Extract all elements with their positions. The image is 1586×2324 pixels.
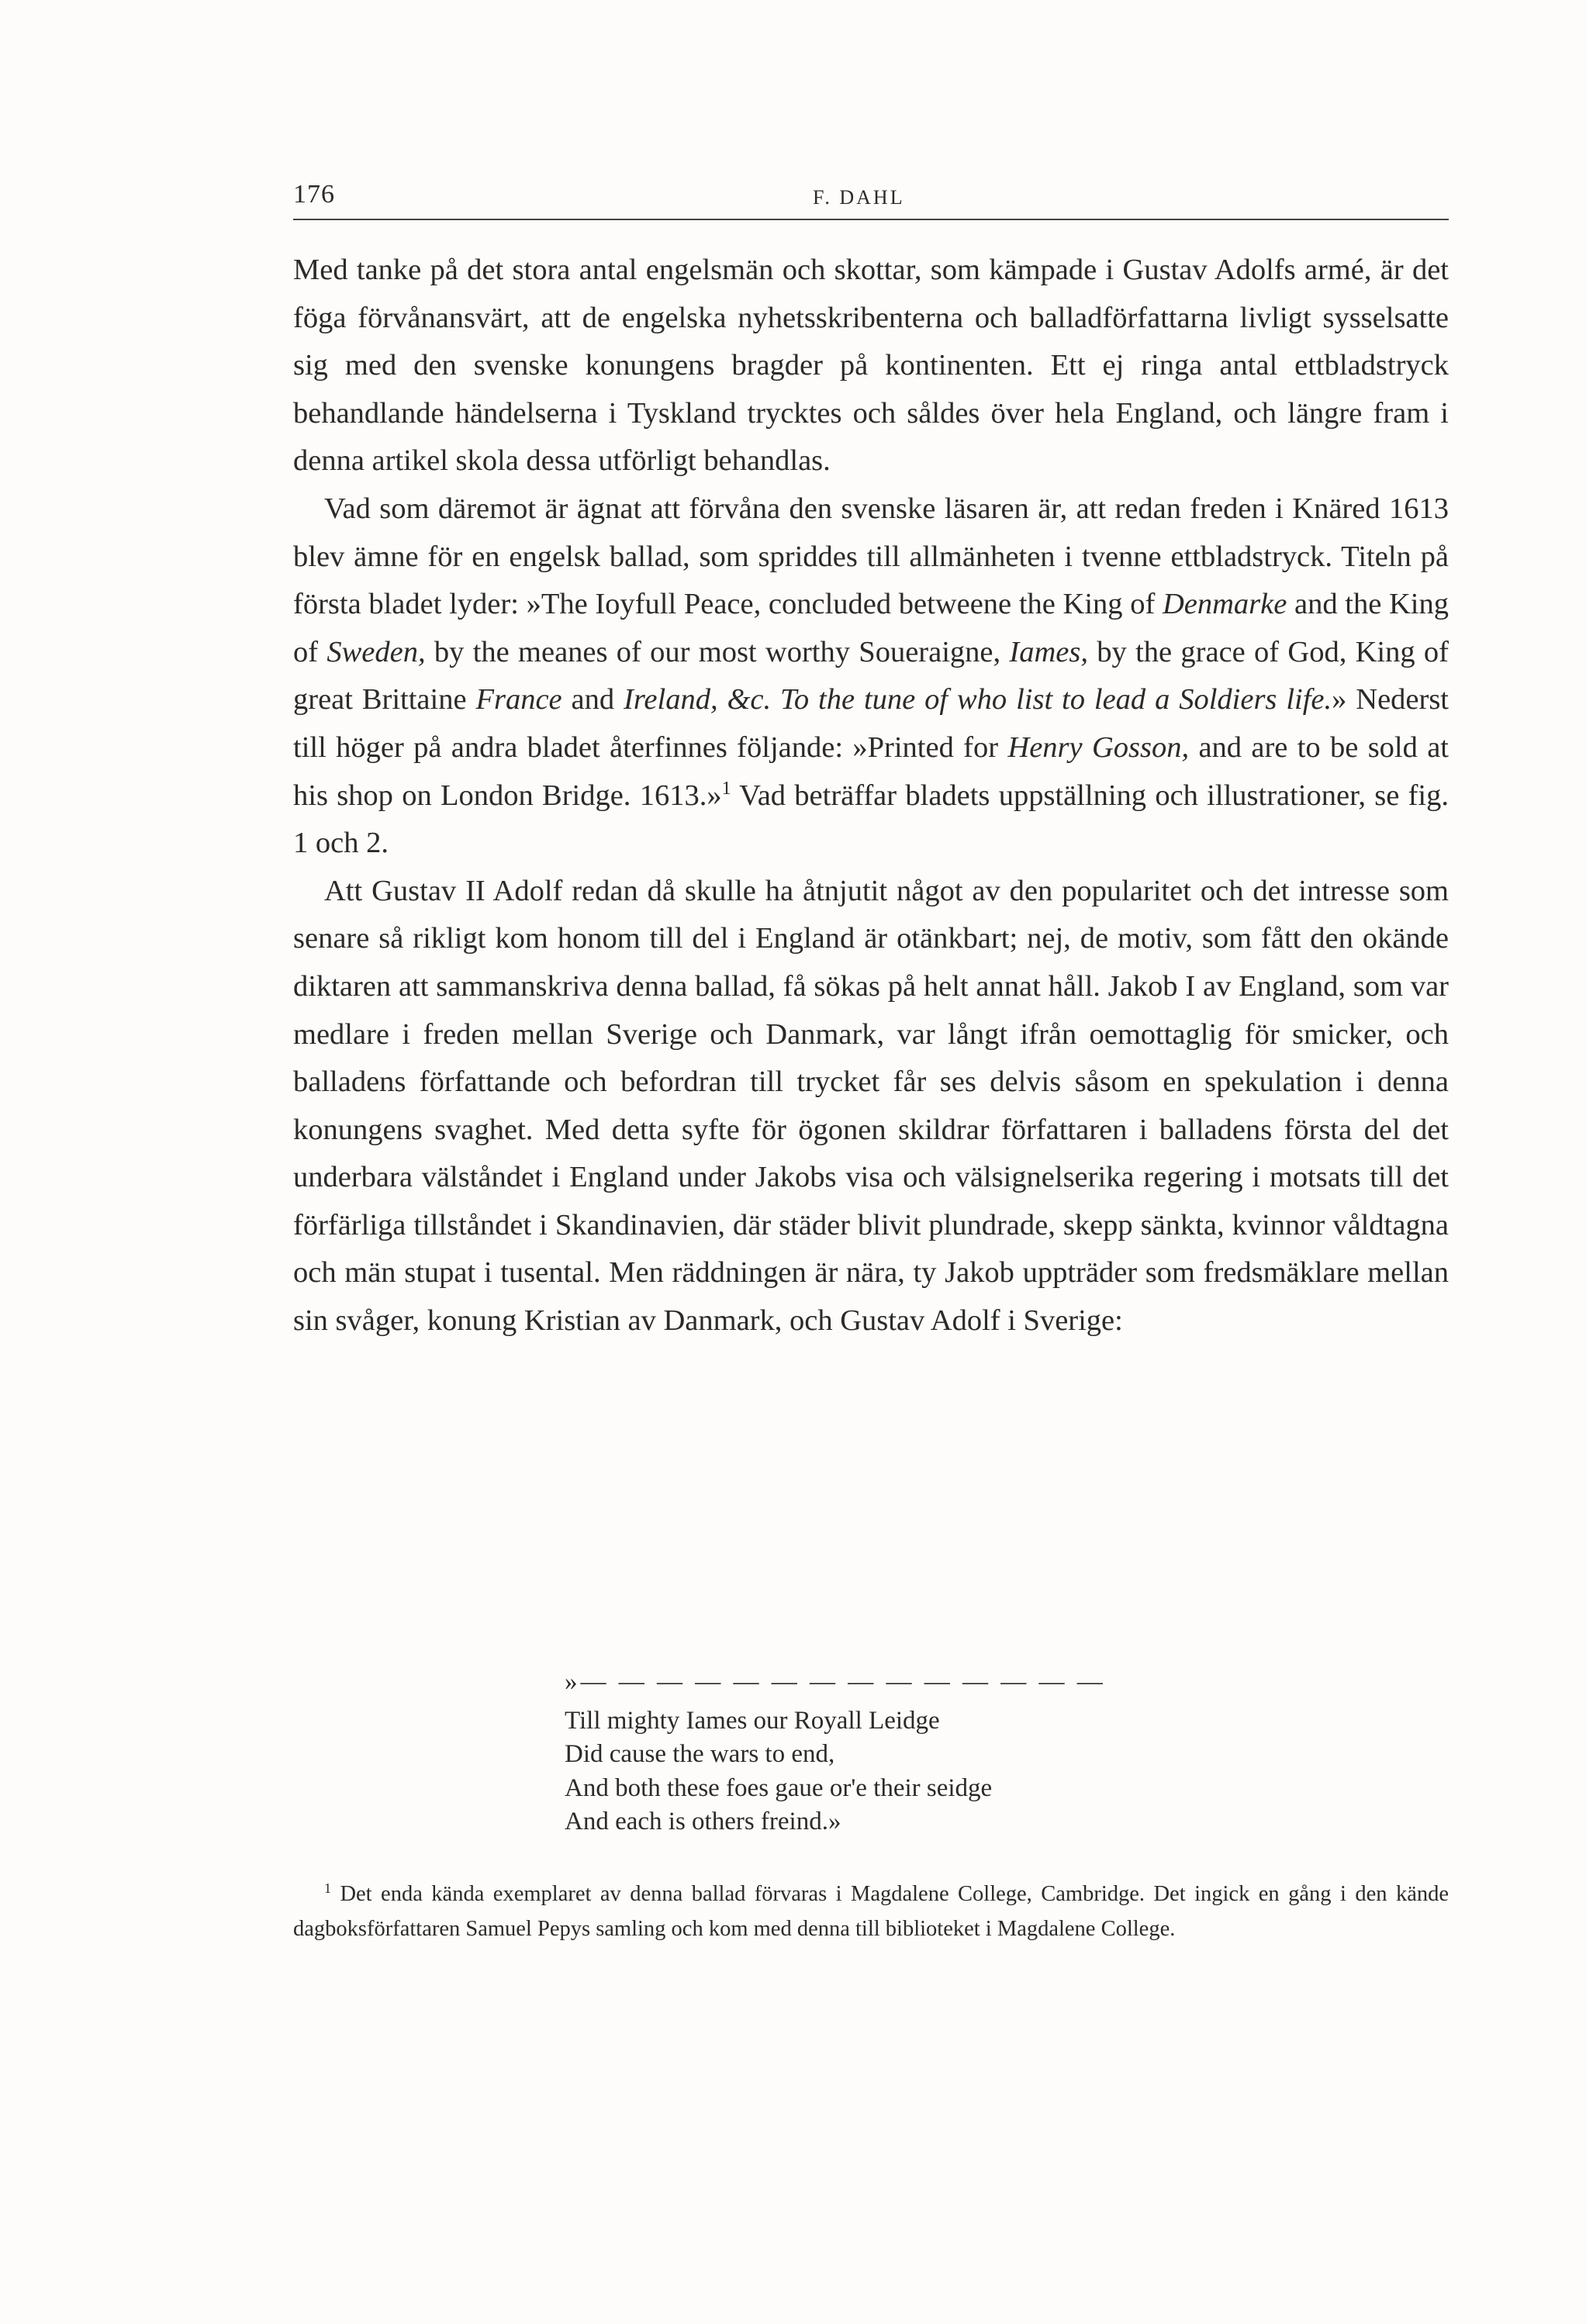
footnote — [293, 1877, 1449, 1946]
italic-denmarke: Denmarke — [1162, 588, 1287, 621]
verse-quote — [565, 1666, 1263, 1839]
footnote-marker: 1 — [324, 1880, 331, 1896]
page-number: 176 — [293, 180, 335, 209]
paragraph-1: Med tanke på det stora antal engelsmän och skottar, som kämpade i Gustav Adolfs armé, är det föga förvånansvärt, att de engelska nyhetsskribenterna och balladförfattarna livligt sysselsatte sig med den svenske konungens bragder på kontinenten. Ett ej ringa antal ettbladstryck behandlande händelserna i Tyskland trycktes och såldes över hela England, och längre fram i denna artikel skola dessa utförligt behandlas. — [293, 254, 1449, 478]
footnote-text: $^1$ Det enda kända exemplaret av denna ballad förvaras i Magdalene College, Cambridge. Det ingick en gång i den kände dagboksförfattaren Samuel Pepys samling och kom med denna till biblioteket i Magdalene College. — [293, 1880, 1449, 1941]
verse-line: Till mighty Iames our Royall Leidge — [565, 1706, 940, 1735]
verse-line: And both these foes gaue or'e their seidge — [565, 1773, 993, 1802]
running-head: F. DAHL — [813, 186, 905, 209]
verse-opening-dashes: »— — — — — — — — — — — — — — — [565, 1668, 1106, 1696]
italic-ireland-tune: Ireland, &c. To the tune of who list to lead a Soldiers life. — [624, 683, 1332, 717]
page-header — [293, 180, 1449, 220]
italic-sweden: Sweden, — [327, 635, 426, 668]
paragraph-2: Vad som däremot är ägnat att förvåna den svenske läsaren är, att redan freden i Knäred 1613 blev ämne för en engelsk ballad, som spriddes till allmänheten i tvenne ettbladstryck. Titeln på första bladet lyder: »The Ioyfull Peace, concluded betweene the King of Denmarke and the King of Sweden, by the meanes of our most worthy Soueraigne, Iames, by the grace of God, King of great Brittaine France and Ireland, &c. To the tune of who list to lead a Soldiers life.» Nederst till höger på andra bladet återfinnes följande: »Printed for Henry Gosson, and are to be sold at his shop on London Bridge. 1613.»$^1$ Vad beträffar bladets uppställning och illustrationer, se fig. 1 och 2. — [293, 492, 1450, 860]
italic-iames: Iames, — [1009, 635, 1088, 668]
verse-line: And each is others freind.» — [565, 1808, 841, 1835]
verse-line: Did cause the wars to end, — [565, 1740, 835, 1768]
italic-henry-gosson: Henry Gosson, — [1007, 730, 1190, 764]
footnote-reference: 1 — [721, 778, 731, 799]
paragraph-3: Att Gustav II Adolf redan då skulle ha åtnjutit något av den popularitet och det intresse som senare så rikligt kom honom till del i England är otänkbart; nej, de motiv, som fått den okände diktaren att sammanskriva denna ballad, få sökas på helt annat håll. Jakob I av England, som var medlare i freden mellan Sverige och Danmark, var långt ifrån oemottaglig för smicker, och balladens författande och befordran till trycket får ses delvis såsom en spekulation i denna konungens svaghet. Med detta syfte för ögonen skildrar författaren i balladens första del det underbara välståndet i England under Jakobs visa och välsignelserika regering i motsats till det förfärliga tillståndet i Skandinavien, där städer blivit plundrade, skepp sänkta, kvinnor våldtagna och män stupat i tusental. Men räddningen är nära, ty Jakob uppträder som fredsmäklare mellan sin svåger, konung Kristian av Danmark, och Gustav Adolf i Sverige: — [293, 874, 1449, 1338]
italic-france: France — [475, 683, 562, 717]
body-text — [293, 247, 1449, 1345]
